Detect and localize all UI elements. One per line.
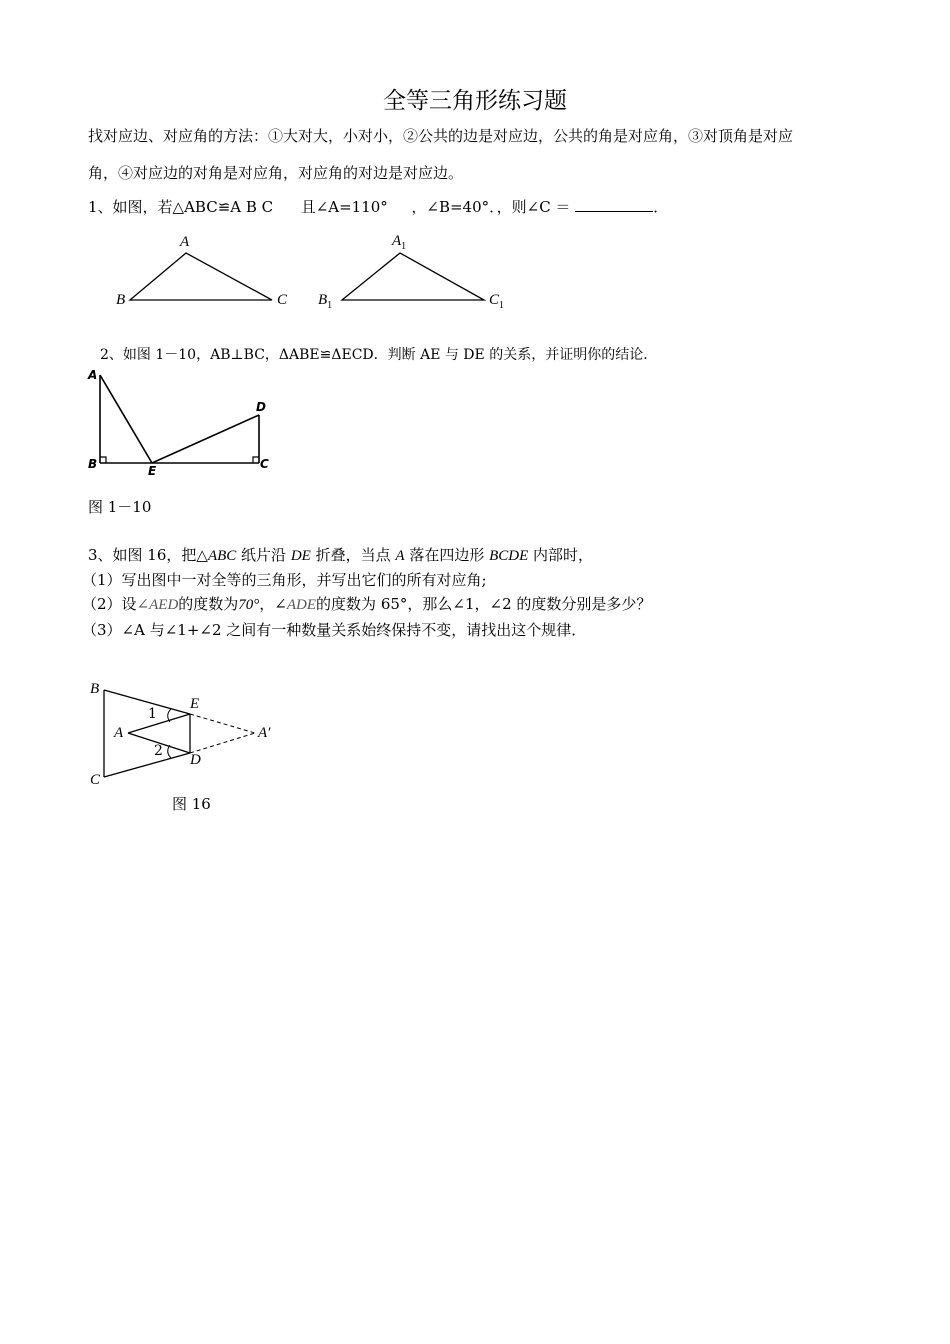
q1-part-a: 1、如图，若△ABC≌A B C	[88, 198, 274, 216]
right-angle-b	[100, 457, 106, 463]
label-a: A	[180, 234, 190, 250]
label-c: C	[277, 292, 288, 308]
fig2-label-e: E	[148, 464, 157, 478]
q2-text: 2、如图 1－10，AB⊥BC，ΔABE≌ΔECD．判断 AE 与 DE 的关系，并证明你的结论．	[100, 347, 658, 363]
q1-end: ．	[653, 198, 669, 216]
q3-sub-1: （1）写出图中一对全等的三角形，并写出它们的所有对应角;	[82, 571, 487, 589]
fig2-label-b: B	[88, 457, 98, 471]
triangle-a1b1c1	[342, 253, 484, 300]
q3-sub-2: （2）设∠AED的度数为70°，∠ADE的度数为 65°，那么∠1，∠2 的度数分别是多少？	[82, 595, 652, 613]
fig16-angle-2-label: 2	[154, 743, 163, 759]
right-angle-c	[253, 457, 259, 463]
q3-sub-3: （3）∠A 与∠1+∠2 之间有一种数量关系始终保持不变，请找出这个规律．	[82, 621, 587, 639]
intro-line-1: 找对应边、对应角的方法：①大对大，小对小，②公共的边是对应边，公共的角是对应角，③对顶角是对应	[88, 127, 794, 145]
fig2-label-d: D	[256, 400, 266, 414]
q1-part-c: ，∠B=40°．，则∠C ＝	[411, 198, 571, 216]
q3-stem: 3、如图 16，把△ABC 纸片沿 DE 折叠，当点 A 落在四边形 BCDE 内部时，	[88, 546, 594, 564]
q1-part-b: 且∠A=110°	[300, 198, 388, 216]
figure-1-10-caption: 图 1－10	[88, 498, 152, 516]
fig16-label-c: C	[90, 772, 101, 788]
label-b1: $B_1$	[318, 292, 333, 311]
label-b: B	[116, 292, 126, 308]
figure-16-caption: 图 16	[172, 795, 211, 813]
intro-line-2: 角，④对应边的对角是对应角，对应角的对边是对应边。	[88, 164, 464, 182]
fig16-label-a: A	[114, 725, 124, 741]
fig16-label-b: B	[90, 681, 100, 697]
fig16-label-d: D	[190, 752, 201, 768]
triangle-abc	[130, 253, 272, 300]
fig2-label-a: A	[88, 368, 98, 382]
figure-1-10	[85, 365, 285, 480]
label-a1: $A_1$	[392, 233, 407, 252]
fig16-label-e: E	[190, 696, 200, 712]
label-c1: $C_1$	[489, 292, 505, 311]
fig16-label-a-prime: A′	[258, 725, 271, 741]
q1-text	[88, 197, 668, 217]
fig16-angle-1-label: 1	[148, 706, 157, 722]
page-title: 全等三角形练习题	[383, 88, 567, 114]
q1-answer-blank[interactable]	[575, 197, 653, 212]
fig2-label-c: C	[260, 457, 269, 471]
